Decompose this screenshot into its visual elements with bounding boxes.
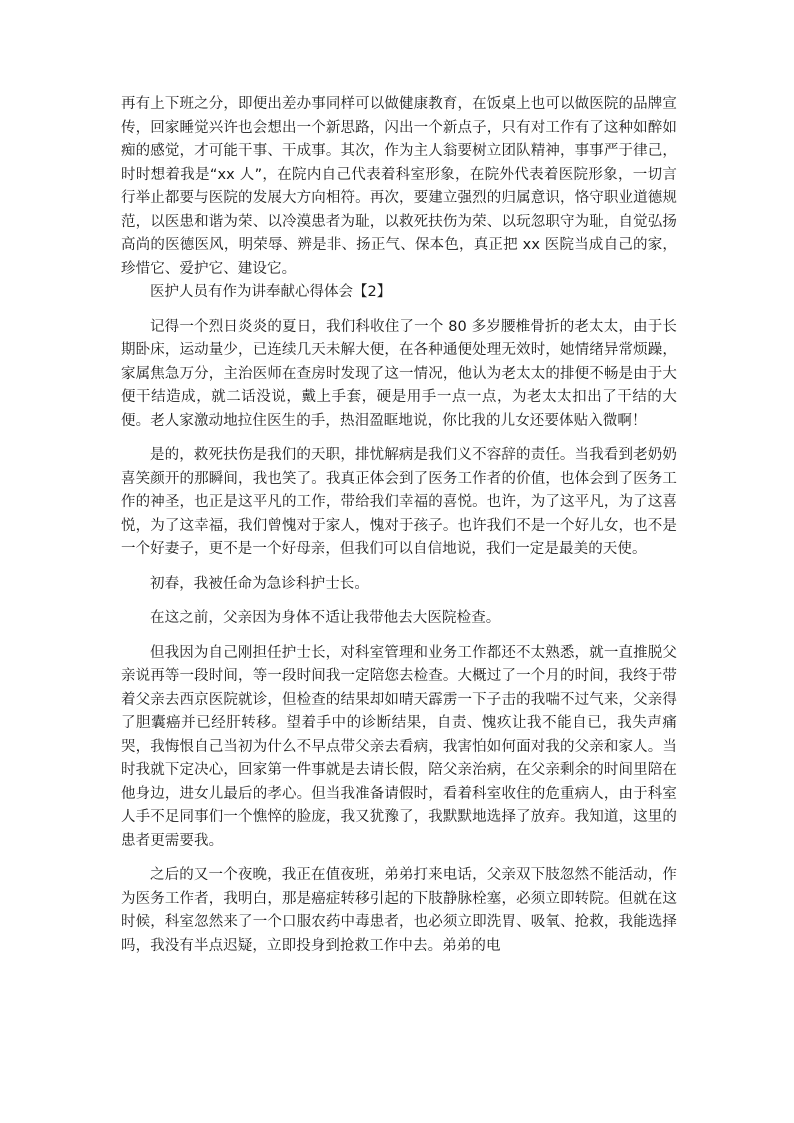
section-heading: 医护人员有作为讲奉献心得体会【2】: [150, 284, 392, 300]
paragraph-1: 记得一个烈日炎炎的夏日，我们科收住了一个 80 多岁腰椎骨折的老太太，由于长期卧床，运动量少，已连续几天未解大便，在各种通便处理无效时，她情绪异常烦躁，家属焦急万分，主治医师在查房时发现了这一情况，他认为老太太的排便不畅是由于大便干结造成，就二话没说，戴上手套，硬是用手一点一点，为老太太扣出了干结的大便。老人家激动地拉住医生的手，热泪盈眶地说，你比我的儿女还要体贴入微啊！: [121, 318, 677, 429]
paragraph-continued: 再有上下班之分，即便出差办事同样可以做健康教育，在饭桌上也可以做医院的品牌宣传，回家睡觉兴许也会想出一个新思路，闪出一个新点子，只有对工作有了这种如醉如痴的感觉，才可能干事、干成事。其次，作为主人翁要树立团队精神，事事严于律己，时时想着我是“xx 人”，在院内自己代表着科室形象，在院外代表着医院形象，一切言行举止都要与医院的发展大方向相符。再次，要建立强烈的归属意识，恪守职业道德规范，以医患和谐为荣、以冷漠患者为耻，以救死扶伤为荣、以玩忽职守为耻，自觉弘扬高尚的医德医风，明荣辱、辨是非、扬正气、保本色，真正把 xx 医院当成自己的家，珍惜它、爱护它、建设它。: [121, 96, 677, 277]
paragraph-6: 之后的又一个夜晚，我正在值夜班，弟弟打来电话，父亲双下肢忽然不能活动，作为医务工作者，我明白，那是癌症转移引起的下肢静脉栓塞，必须立即转院。但就在这时候，科室忽然来了一个口服农药中毒患者，也必须立即洗胃、吸氧、抢救，我能选择吗，我没有半点迟疑，立即投身到抢救工作中去。弟弟的电: [121, 867, 677, 954]
paragraph-5: 但我因为自己刚担任护士长，对科室管理和业务工作都还不太熟悉，就一直推脱父亲说再等一段时间，等一段时间我一定陪您去检查。大概过了一个月的时间，我终于带着父亲去西京医院就诊，但检查的结果却如晴天霹雳一下子击的我喘不过气来，父亲得了胆囊癌并已经肝转移。望着手中的诊断结果，自责、愧疚让我不能自已，我失声痛哭，我悔恨自己当初为什么不早点带父亲去看病，我害怕如何面对我的父亲和家人。当时我就下定决心，回家第一件事就是去请长假，陪父亲治病，在父亲剩余的时间里陪在他身边，进女儿最后的孝心。但当我准备请假时，看着科室收住的危重病人，由于科室人手不足同事们一个憔悴的脸庞，我又犹豫了，我默默地选择了放弃。我知道，这里的患者更需要我。: [121, 644, 677, 849]
document-body: [121, 93, 677, 958]
paragraph-4: 在这之前，父亲因为身体不适让我带他去大医院检查。: [150, 610, 501, 626]
paragraph-2: 是的，救死扶伤是我们的天职，排忧解病是我们义不容辞的责任。当我看到老奶奶喜笑颜开的那瞬间，我也笑了。我真正体会到了医务工作者的价值，也体会到了医务工作的神圣，也正是这平凡的工作，带给我们幸福的喜悦。也许，为了这平凡，为了这喜悦，为了这幸福，我们曾愧对于家人，愧对于孩子。也许我们不是一个好儿女，也不是一个好妻子，更不是一个好母亲，但我们可以自信地说，我们一定是最美的天使。: [121, 447, 677, 557]
paragraph-3: 初春，我被任命为急诊科护士长。: [150, 575, 369, 592]
